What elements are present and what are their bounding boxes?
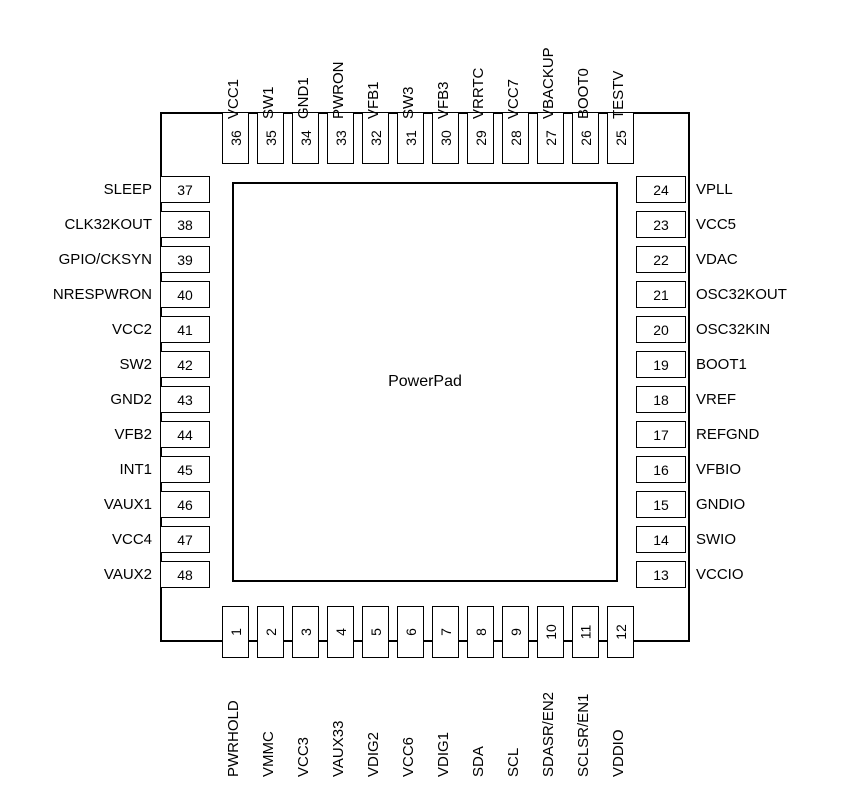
pin-label-osc32kin: OSC32KIN (696, 321, 771, 338)
pin-box-36 (222, 112, 249, 164)
pin-number-10: 10 (542, 624, 559, 640)
pin-label-boot1: BOOT1 (696, 356, 747, 373)
pin-box-17 (636, 421, 686, 448)
pin-number-18: 18 (653, 391, 669, 408)
pin-box-4 (327, 606, 354, 658)
pin-number-40: 40 (177, 286, 193, 303)
pin-label-osc32kout: OSC32KOUT (696, 286, 787, 303)
pin-box-33 (327, 112, 354, 164)
pin-number-46: 46 (177, 496, 193, 513)
pin-number-39: 39 (177, 251, 193, 268)
pin-box-18 (636, 386, 686, 413)
pin-label-pwrhold: PWRHOLD (224, 700, 242, 777)
pin-box-29 (467, 112, 494, 164)
pin-box-20 (636, 316, 686, 343)
pin-number-43: 43 (177, 391, 193, 408)
pin-number-42: 42 (177, 356, 193, 373)
pin-label-vpll: VPLL (696, 181, 733, 198)
pin-number-24: 24 (653, 181, 669, 198)
pin-label-scl: SCL (504, 747, 522, 777)
pin-label-vdac: VDAC (696, 251, 738, 268)
pin-number-41: 41 (177, 321, 193, 338)
pin-label-vddio: VDDIO (609, 729, 627, 777)
pin-label-swio: SWIO (696, 531, 736, 548)
pin-number-23: 23 (653, 216, 669, 233)
pin-box-11 (572, 606, 599, 658)
pin-label-vaux1: VAUX1 (103, 496, 152, 513)
pin-box-38 (160, 211, 210, 238)
pin-box-6 (397, 606, 424, 658)
pin-box-15 (636, 491, 686, 518)
pin-number-2: 2 (262, 628, 279, 636)
pin-number-47: 47 (177, 531, 193, 548)
pin-box-2 (257, 606, 284, 658)
pin-label-vref: VREF (696, 391, 737, 408)
pin-box-35 (257, 112, 284, 164)
pin-box-16 (636, 456, 686, 483)
pin-box-8 (467, 606, 494, 658)
pin-box-1 (222, 606, 249, 658)
pin-number-19: 19 (653, 356, 669, 373)
pin-box-13 (636, 561, 686, 588)
pin-label-vdig2: VDIG2 (364, 731, 382, 777)
pin-number-35: 35 (262, 130, 279, 146)
pin-number-31: 31 (402, 130, 419, 146)
pin-box-12 (607, 606, 634, 658)
pin-label-vcc4: VCC4 (111, 531, 152, 548)
pin-box-9 (502, 606, 529, 658)
pin-label-testv: TESTV (609, 70, 627, 119)
pin-box-42 (160, 351, 210, 378)
pin-label-vcc1: VCC1 (224, 78, 242, 119)
pin-number-4: 4 (332, 628, 349, 636)
pin-label-int1: INT1 (119, 461, 152, 478)
pin-number-5: 5 (367, 628, 384, 636)
pin-number-21: 21 (653, 286, 669, 303)
pin-box-39 (160, 246, 210, 273)
pin-number-33: 33 (332, 130, 349, 146)
pin-label-pwron: PWRON (329, 61, 347, 119)
pin-box-37 (160, 176, 210, 203)
pin-label-vfbio: VFBIO (696, 461, 742, 478)
pin-number-22: 22 (653, 251, 669, 268)
pin-label-vcc7: VCC7 (504, 78, 522, 119)
pin-label-sleep: SLEEP (103, 181, 152, 198)
pin-box-48 (160, 561, 210, 588)
pin-label-nrespwron: NRESPWRON (52, 286, 152, 303)
pin-number-14: 14 (653, 531, 669, 548)
pin-box-22 (636, 246, 686, 273)
pin-box-44 (160, 421, 210, 448)
pin-label-vfb1: VFB1 (364, 81, 382, 119)
pin-label-sda: SDA (469, 746, 487, 777)
pin-number-45: 45 (177, 461, 193, 478)
pin-box-10 (537, 606, 564, 658)
pin-box-19 (636, 351, 686, 378)
pin-label-vaux2: VAUX2 (103, 566, 152, 583)
pin-label-sdasr-en2: SDASR/EN2 (539, 691, 557, 777)
pin-box-41 (160, 316, 210, 343)
pin-number-48: 48 (177, 566, 193, 583)
pin-number-36: 36 (227, 130, 244, 146)
pin-label-vaux33: VAUX33 (329, 720, 347, 777)
pin-label-vbackup: VBACKUP (539, 47, 557, 119)
pin-label-clk32kout: CLK32KOUT (64, 216, 152, 233)
pin-box-47 (160, 526, 210, 553)
pin-number-9: 9 (507, 628, 524, 636)
pin-box-3 (292, 606, 319, 658)
pin-box-14 (636, 526, 686, 553)
pin-number-12: 12 (612, 624, 629, 640)
pin-label-boot0: BOOT0 (574, 68, 592, 119)
pin-number-34: 34 (297, 130, 314, 146)
pin-box-21 (636, 281, 686, 308)
pin-number-11: 11 (577, 624, 594, 640)
pin-label-vcc2: VCC2 (111, 321, 152, 338)
pin-box-27 (537, 112, 564, 164)
pin-number-44: 44 (177, 426, 193, 443)
pin-number-15: 15 (653, 496, 669, 513)
pin-label-vcc5: VCC5 (696, 216, 737, 233)
pin-number-28: 28 (507, 130, 524, 146)
pin-label-sw1: SW1 (259, 86, 277, 119)
pin-number-38: 38 (177, 216, 193, 233)
pin-box-32 (362, 112, 389, 164)
pin-box-45 (160, 456, 210, 483)
pin-label-vfb3: VFB3 (434, 81, 452, 119)
pin-label-sw2: SW2 (119, 356, 152, 373)
pin-box-34 (292, 112, 319, 164)
pin-label-vccio: VCCIO (696, 566, 744, 583)
pin-number-27: 27 (542, 130, 559, 146)
pin-number-7: 7 (437, 628, 454, 636)
pin-label-sclsr-en1: SCLSR/EN1 (574, 693, 592, 777)
pin-box-31 (397, 112, 424, 164)
pin-number-16: 16 (653, 461, 669, 478)
pin-box-26 (572, 112, 599, 164)
pin-number-30: 30 (437, 130, 454, 146)
pin-number-25: 25 (612, 130, 629, 146)
pin-box-43 (160, 386, 210, 413)
pin-box-5 (362, 606, 389, 658)
power-pad-area (232, 182, 618, 582)
pin-number-6: 6 (402, 628, 419, 636)
pin-box-23 (636, 211, 686, 238)
pin-label-gnd1: GND1 (294, 77, 312, 119)
pin-label-vrrtc: VRRTC (469, 67, 487, 119)
pin-label-vfb2: VFB2 (114, 426, 152, 443)
pin-label-vdig1: VDIG1 (434, 731, 452, 777)
pin-number-17: 17 (653, 426, 669, 443)
pin-box-30 (432, 112, 459, 164)
pin-number-1: 1 (227, 628, 244, 636)
pin-number-8: 8 (472, 628, 489, 636)
pin-label-vcc3: VCC3 (294, 736, 312, 777)
pin-number-13: 13 (653, 566, 669, 583)
pin-box-46 (160, 491, 210, 518)
pin-box-28 (502, 112, 529, 164)
pin-number-29: 29 (472, 130, 489, 146)
pin-box-7 (432, 606, 459, 658)
pin-label-gpio-cksyn: GPIO/CKSYN (58, 251, 152, 268)
pin-label-refgnd: REFGND (696, 426, 760, 443)
pin-number-20: 20 (653, 321, 669, 338)
pin-box-24 (636, 176, 686, 203)
pin-label-sw3: SW3 (399, 86, 417, 119)
pin-label-vmmc: VMMC (259, 731, 277, 777)
pin-number-32: 32 (367, 130, 384, 146)
pin-number-26: 26 (577, 130, 594, 146)
pin-number-3: 3 (297, 628, 314, 636)
pin-label-gnd2: GND2 (110, 391, 152, 408)
pin-number-37: 37 (177, 181, 193, 198)
pin-box-25 (607, 112, 634, 164)
pin-box-40 (160, 281, 210, 308)
pin-label-vcc6: VCC6 (399, 736, 417, 777)
power-pad-label: PowerPad (388, 373, 462, 390)
pin-label-gndio: GNDIO (696, 496, 746, 513)
